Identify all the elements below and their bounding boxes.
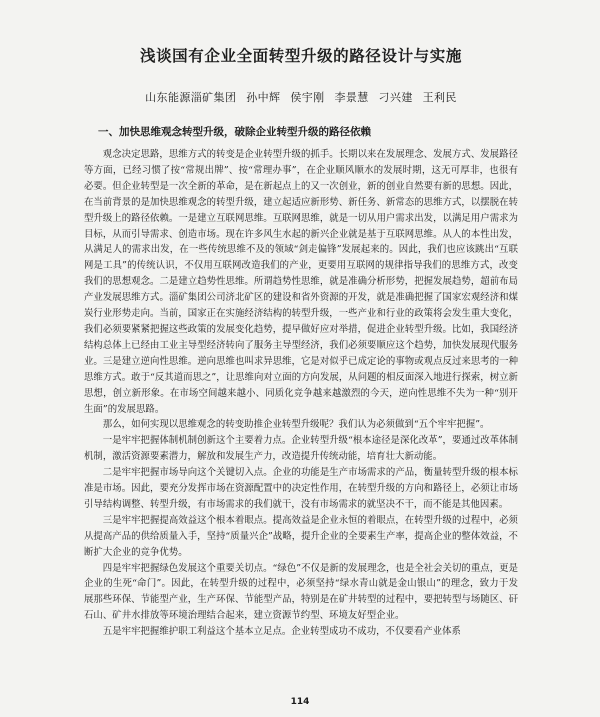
page-number: 114 [290,697,310,707]
article-body [84,147,518,640]
body-paragraph: 四是牢牢把握绿色发展这个重要关切点。“绿色”不仅是新的发展理念，也是全社会关切的重点，更是企业的生死“命门”。因此，在转型升级的过程中，必须坚持“绿水青山就是金山银山”的理念，致力于发展那些环保、节能型产业，生产环保、节能型产品，特别是在矿井转型的过程中，要把转型与场随区、矸石山、矿井水排放等环境治理结合起来，建立资源节约型、环境友好型企业。 [84,562,518,622]
body-paragraph: 二是牢牢把握市场导向这个关键切入点。企业的功能是生产市场需求的产品，衡量转型升级的根本标准是市场。因此，要充分发挥市场在资源配置中的决定性作用，在转型升级的方向和路径上，必须让市场引导结构调整、转型升级，有市场需求的我们就干，没有市场需求的就坚决不干，而不能是其他因素。 [84,467,518,510]
article-title: 浅谈国有企业全面转型升级的路径设计与实施 [139,46,462,65]
body-paragraph: 那么，如何实现以思维观念的转变助推企业转型升级呢？我们认为必须做到“五个牢牢把握”。 [102,419,490,431]
body-paragraph: 一是牢牢把握体制机制创新这个主要着力点。企业转型升级“根本途径是深化改革”，要通过改革体制机制，激活资源要素潜力，解放和发展生产力，改造提升传统动能，培育壮大新动能。 [84,435,518,463]
section-heading: 一、加快思维观念转型升级，破除企业转型升级的路径依赖 [98,126,371,138]
body-paragraph: 观念决定思路，思维方式的转变是企业转型升级的抓手。长期以来在发展理念、发展方式、发展路径等方面，已经习惯了按“常规出牌”、按“常理办事”，在企业顺风顺水的发展时期，这无可厚非，也很有必要。但企业转型是一次全新的革命，是在新起点上的又一次创业，新的创业自然要有新的思想。因此，在当前背景的是加快思维观念的转型升级，建立起适应新形势、新任务、新常态的思维方式，以摆脱在转型升级上的路径依赖。一是建立互联网思维。互联网思维，就是一切从用户需求出发，以满足用户需求为目标，从而引导需求、创造市场。现在许多风生水起的新兴企业就是基于互联网思维。从人的本性出发，从满足人的需求出发，在一些传统思维不及的领域“剑走偏锋”发展起来的。因此，我们也应该跳出“互联网是工具”的传统认识，不仅用互联网改造我们的产业，更要用互联网的规律指导我们的思维方式，改变我们的思想观念。二是建立趋势性思维。所谓趋势性思维，就是准确分析形势，把握发展趋势，超前布局产业发展思维方式。淄矿集团公司济北矿区的建设和省外资源的开发，就是准确把握了国家宏观经济和煤炭行业形势走向。当前，国家正在实施经济结构的转型升级，一些产业和行业的政策将会发生重大变化，我们必须要紧紧把握这些政策的发展变化趋势，提早做好应对举措，促进企业转型升级。比如，我国经济结构总体上已经由工业主导型经济转向了服务主导型经济，我们必须要顺应这个趋势，加快发展现代服务业。三是建立逆向性思维。逆向思维也叫求异思维，它是对似乎已成定论的事物或观点反过来思考的一种思维方式。敢于“反其道而思之”，让思维向对立面的方向发展，从问题的相反面深入地进行探索，树立新思想，创立新形象。在市场空间越来越小、同质化竞争越来越激烈的今天，逆向性思维不失为一种“别开生面”的发展思路。 [84,149,518,415]
body-paragraph: 三是牢牢把握提高效益这个根本着眼点。提高效益是企业永恒的着眼点，在转型升级的过程中，必须从提高产品的供给质量入手，坚持“质量兴企”战略，提升企业的全要素生产率，提高企业的整体效益，不断扩大企业的竞争优势。 [84,514,518,558]
article-authors: 山东能源淄矿集团 孙中辉 侯宇刚 李景慧 刁兴建 王利民 [145,91,457,104]
body-paragraph: 五是牢牢把握维护职工利益这个基本立足点。企业转型成功不成功，不仅要看产业体系 [102,626,461,638]
